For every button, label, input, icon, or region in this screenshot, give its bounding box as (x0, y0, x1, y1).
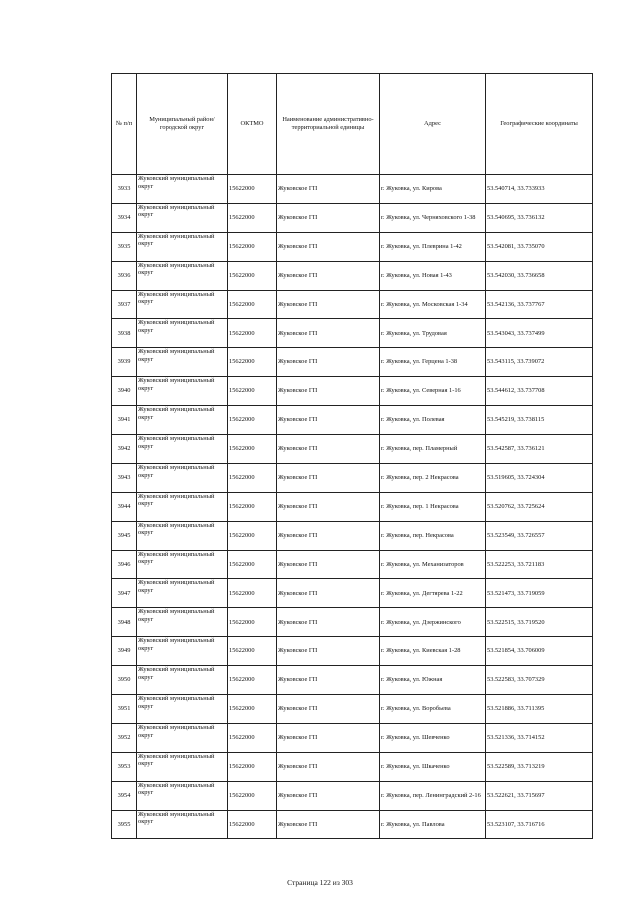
district-cell: Жуковский муниципальный округ (137, 521, 228, 550)
district-cell: Жуковский муниципальный округ (137, 752, 228, 781)
address-cell: г. Жуковка, ул. Павлова (380, 810, 486, 839)
oktmo-cell: 15622000 (228, 492, 277, 521)
coordinates-cell: 53.544612, 33.737708 (486, 377, 593, 406)
address-cell: г. Жуковка, ул. Южная (380, 666, 486, 695)
coordinates-cell: 53.522583, 33.707329 (486, 666, 593, 695)
address-cell: г. Жуковка, ул. Кирова (380, 175, 486, 204)
district-cell: Жуковский муниципальный округ (137, 637, 228, 666)
oktmo-cell: 15622000 (228, 406, 277, 435)
row-number: 3945 (112, 521, 137, 550)
row-number: 3950 (112, 666, 137, 695)
district-cell: Жуковский муниципальный округ (137, 232, 228, 261)
district-cell: Жуковский муниципальный округ (137, 723, 228, 752)
coordinates-cell: 53.523549, 33.726557 (486, 521, 593, 550)
table-row (112, 723, 593, 752)
coordinates-cell: 53.521854, 33.706009 (486, 637, 593, 666)
table-row (112, 463, 593, 492)
row-number: 3941 (112, 406, 137, 435)
table-row (112, 435, 593, 464)
district-cell: Жуковский муниципальный округ (137, 435, 228, 464)
table-row (112, 377, 593, 406)
coordinates-cell: 53.522589, 33.713219 (486, 752, 593, 781)
row-number: 3934 (112, 203, 137, 232)
coordinates-cell: 53.542587, 33.736121 (486, 435, 593, 464)
oktmo-cell: 15622000 (228, 810, 277, 839)
table-row (112, 348, 593, 377)
coordinates-cell: 53.522515, 33.719520 (486, 608, 593, 637)
address-cell: г. Жуковка, ул. Новая 1-43 (380, 261, 486, 290)
table-row (112, 579, 593, 608)
address-cell: г. Жуковка, пер. Пламерный (380, 435, 486, 464)
district-cell: Жуковский муниципальный округ (137, 175, 228, 204)
admin-unit-cell: Жуковское ГП (277, 666, 380, 695)
admin-unit-cell: Жуковское ГП (277, 579, 380, 608)
table-row (112, 232, 593, 261)
table-row (112, 752, 593, 781)
row-number: 3936 (112, 261, 137, 290)
admin-unit-cell: Жуковское ГП (277, 348, 380, 377)
district-cell: Жуковский муниципальный округ (137, 319, 228, 348)
district-cell: Жуковский муниципальный округ (137, 290, 228, 319)
coordinates-cell: 53.542081, 33.735070 (486, 232, 593, 261)
row-number: 3933 (112, 175, 137, 204)
oktmo-cell: 15622000 (228, 319, 277, 348)
table-row (112, 666, 593, 695)
coordinates-cell: 53.543115, 33.739072 (486, 348, 593, 377)
table-row (112, 175, 593, 204)
header-oktmo: ОКТМО (228, 74, 277, 175)
coordinates-cell: 53.521336, 33.714152 (486, 723, 593, 752)
admin-unit-cell: Жуковское ГП (277, 463, 380, 492)
district-cell: Жуковский муниципальный округ (137, 492, 228, 521)
table-row (112, 203, 593, 232)
address-cell: г. Жуковка, пер. 1 Некрасова (380, 492, 486, 521)
oktmo-cell: 15622000 (228, 348, 277, 377)
district-cell: Жуковский муниципальный округ (137, 550, 228, 579)
table-row (112, 261, 593, 290)
oktmo-cell: 15622000 (228, 723, 277, 752)
district-cell: Жуковский муниципальный округ (137, 695, 228, 724)
district-cell: Жуковский муниципальный округ (137, 781, 228, 810)
table-row (112, 521, 593, 550)
oktmo-cell: 15622000 (228, 752, 277, 781)
admin-unit-cell: Жуковское ГП (277, 550, 380, 579)
admin-unit-cell: Жуковское ГП (277, 261, 380, 290)
admin-unit-cell: Жуковское ГП (277, 752, 380, 781)
table-row (112, 608, 593, 637)
oktmo-cell: 15622000 (228, 521, 277, 550)
admin-unit-cell: Жуковское ГП (277, 810, 380, 839)
oktmo-cell: 15622000 (228, 608, 277, 637)
address-cell: г. Жуковка, ул. Дзержинского (380, 608, 486, 637)
address-cell: г. Жуковка, ул. Герцена 1-38 (380, 348, 486, 377)
row-number: 3951 (112, 695, 137, 724)
oktmo-cell: 15622000 (228, 261, 277, 290)
district-cell: Жуковский муниципальный округ (137, 377, 228, 406)
district-cell: Жуковский муниципальный округ (137, 579, 228, 608)
header-coordinates: Географические координаты (486, 74, 593, 175)
header-address: Адрес (380, 74, 486, 175)
oktmo-cell: 15622000 (228, 781, 277, 810)
address-cell: г. Жуковка, ул. Московская 1-34 (380, 290, 486, 319)
header-admin-unit: Наименование административно-территориальной единицы (277, 74, 380, 175)
table-row (112, 781, 593, 810)
admin-unit-cell: Жуковское ГП (277, 723, 380, 752)
table-row (112, 406, 593, 435)
admin-unit-cell: Жуковское ГП (277, 781, 380, 810)
address-cell: г. Жуковка, ул. Черняховского 1-38 (380, 203, 486, 232)
header-number: № п/п (112, 74, 137, 175)
oktmo-cell: 15622000 (228, 203, 277, 232)
address-cell: г. Жуковка, ул. Плеврина 1-42 (380, 232, 486, 261)
address-cell: г. Жуковка, ул. Шкаченко (380, 752, 486, 781)
row-number: 3938 (112, 319, 137, 348)
admin-unit-cell: Жуковское ГП (277, 203, 380, 232)
coordinates-cell: 53.540695, 33.736132 (486, 203, 593, 232)
table-row (112, 492, 593, 521)
table-row (112, 290, 593, 319)
coordinates-cell: 53.519605, 33.724304 (486, 463, 593, 492)
row-number: 3954 (112, 781, 137, 810)
oktmo-cell: 15622000 (228, 637, 277, 666)
coordinates-cell: 53.543043, 33.737499 (486, 319, 593, 348)
row-number: 3942 (112, 435, 137, 464)
admin-unit-cell: Жуковское ГП (277, 608, 380, 637)
row-number: 3948 (112, 608, 137, 637)
table-body (112, 175, 593, 839)
address-cell: г. Жуковка, ул. Киевская 1-28 (380, 637, 486, 666)
admin-unit-cell: Жуковское ГП (277, 232, 380, 261)
oktmo-cell: 15622000 (228, 175, 277, 204)
coordinates-cell: 53.542136, 33.737767 (486, 290, 593, 319)
table-row (112, 550, 593, 579)
district-cell: Жуковский муниципальный округ (137, 608, 228, 637)
district-cell: Жуковский муниципальный округ (137, 810, 228, 839)
row-number: 3947 (112, 579, 137, 608)
address-cell: г. Жуковка, ул. Трудовая (380, 319, 486, 348)
admin-unit-cell: Жуковское ГП (277, 290, 380, 319)
oktmo-cell: 15622000 (228, 666, 277, 695)
row-number: 3939 (112, 348, 137, 377)
address-cell: г. Жуковка, пер. Некрасова (380, 521, 486, 550)
admin-unit-cell: Жуковское ГП (277, 521, 380, 550)
table-header-row (112, 74, 593, 175)
address-register-table (111, 73, 593, 839)
district-cell: Жуковский муниципальный округ (137, 261, 228, 290)
address-cell: г. Жуковка, ул. Северная 1-16 (380, 377, 486, 406)
oktmo-cell: 15622000 (228, 579, 277, 608)
address-cell: г. Жуковка, ул. Шевченко (380, 723, 486, 752)
row-number: 3953 (112, 752, 137, 781)
row-number: 3944 (112, 492, 137, 521)
coordinates-cell: 53.522253, 33.721183 (486, 550, 593, 579)
table-row (112, 319, 593, 348)
table-row (112, 637, 593, 666)
address-cell: г. Жуковка, ул. Воробьева (380, 695, 486, 724)
coordinates-cell: 53.523107, 33.716716 (486, 810, 593, 839)
oktmo-cell: 15622000 (228, 463, 277, 492)
table-row (112, 810, 593, 839)
admin-unit-cell: Жуковское ГП (277, 492, 380, 521)
oktmo-cell: 15622000 (228, 550, 277, 579)
coordinates-cell: 53.521473, 33.719059 (486, 579, 593, 608)
coordinates-cell: 53.521886, 33.711395 (486, 695, 593, 724)
district-cell: Жуковский муниципальный округ (137, 406, 228, 435)
address-cell: г. Жуковка, ул. Дегтярева 1-22 (380, 579, 486, 608)
admin-unit-cell: Жуковское ГП (277, 637, 380, 666)
coordinates-cell: 53.545219, 33.738115 (486, 406, 593, 435)
oktmo-cell: 15622000 (228, 232, 277, 261)
row-number: 3952 (112, 723, 137, 752)
header-district: Муниципальный район/городской округ (137, 74, 228, 175)
oktmo-cell: 15622000 (228, 377, 277, 406)
page-number: Страница 122 из 303 (287, 878, 353, 887)
address-cell: г. Жуковка, пер. Ленинградский 2-16 (380, 781, 486, 810)
coordinates-cell: 53.542030, 33.736658 (486, 261, 593, 290)
row-number: 3943 (112, 463, 137, 492)
row-number: 3937 (112, 290, 137, 319)
address-cell: г. Жуковка, ул. Механизаторов (380, 550, 486, 579)
row-number: 3940 (112, 377, 137, 406)
row-number: 3949 (112, 637, 137, 666)
district-cell: Жуковский муниципальный округ (137, 203, 228, 232)
district-cell: Жуковский муниципальный округ (137, 463, 228, 492)
admin-unit-cell: Жуковское ГП (277, 175, 380, 204)
admin-unit-cell: Жуковское ГП (277, 406, 380, 435)
coordinates-cell: 53.520762, 33.725624 (486, 492, 593, 521)
address-cell: г. Жуковка, ул. Полевая (380, 406, 486, 435)
coordinates-cell: 53.540714, 33.733933 (486, 175, 593, 204)
table-row (112, 695, 593, 724)
admin-unit-cell: Жуковское ГП (277, 435, 380, 464)
address-cell: г. Жуковка, пер. 2 Некрасова (380, 463, 486, 492)
admin-unit-cell: Жуковское ГП (277, 695, 380, 724)
district-cell: Жуковский муниципальный округ (137, 666, 228, 695)
oktmo-cell: 15622000 (228, 435, 277, 464)
row-number: 3955 (112, 810, 137, 839)
district-cell: Жуковский муниципальный округ (137, 348, 228, 377)
oktmo-cell: 15622000 (228, 695, 277, 724)
admin-unit-cell: Жуковское ГП (277, 319, 380, 348)
row-number: 3935 (112, 232, 137, 261)
admin-unit-cell: Жуковское ГП (277, 377, 380, 406)
oktmo-cell: 15622000 (228, 290, 277, 319)
row-number: 3946 (112, 550, 137, 579)
coordinates-cell: 53.522621, 33.715697 (486, 781, 593, 810)
